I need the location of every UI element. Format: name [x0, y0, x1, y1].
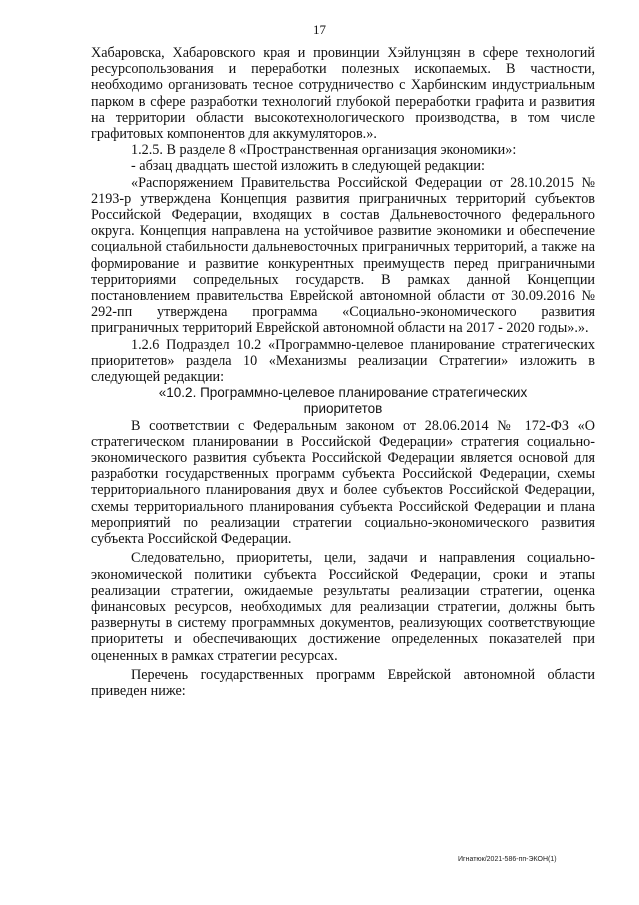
page-number: 17 — [313, 22, 326, 37]
paragraph-federal-law: В соответствии с Федеральным законом от 28.06.2014 № 172-ФЗ «О стратегическом планировании в Российской Федерации» стратегия социально-экономического развития субъекта Российской Федерации является основой для разработки государственных программ субъекта Российской Федерации, схемы территориального планирования двух и более субъектов Российской Федерации, схемы территориального планирования субъекта Российской Федерации и плана мероприятий по реализации стратегии социально-экономического развития субъекта Российской Федерации. — [91, 417, 595, 548]
subsection-heading: «10.2. Программно-целевое планирование стратегических приоритетов — [158, 385, 528, 417]
document-body — [91, 45, 595, 699]
paragraph-continuation: Хабаровска, Хабаровского края и провинции Хэйлунцзян в сфере технологий ресурсопользования и переработки полезных ископаемых. В частности, необходимо организовать тесное сотрудничество с Харбинским индустриальным парком в сфере разработки технологий глубокой переработки графита и развития на территории области высокотехнологического производства, в том числе графитовых компонентов для аккумуляторов.». — [91, 45, 595, 143]
paragraph-priorities: Следовательно, приоритеты, цели, задачи и направления социально-экономической политики субъекта Российской Федерации, сроки и этапы реализации стратегии, ожидаемые результаты реализации стратегии, оценка финансовых ресурсов, необходимых для реализации стратегии, должны быть развернуты в систему программных документов, реализующих соответствующие приоритеты и обеспечивающих достижение определенных показателей при оцененных в рамках стратегии ресурсах. — [91, 550, 595, 664]
footer-reference: Игнатюк/2021-586-пп-ЭКОН(1) — [458, 856, 557, 863]
paragraph-item-1-2-6: 1.2.6 Подраздел 10.2 «Программно-целевое планирование стратегических приоритетов» раздела 10 «Механизмы реализации Стратегии» изложить в следующей редакции: — [91, 336, 595, 386]
paragraph-programs-list: Перечень государственных программ Еврейской автономной области приведен ниже: — [91, 666, 595, 699]
paragraph-item-1-2-5: 1.2.5. В разделе 8 «Пространственная организация экономики»: — [131, 142, 517, 159]
paragraph-instruction: - абзац двадцать шестой изложить в следующей редакции: — [131, 158, 485, 175]
paragraph-quoted-concept: «Распоряжением Правительства Российской Федерации от 28.10.2015 № 2193-р утверждена Концепция развития приграничных территорий субъектов Российской Федерации, входящих в состав Дальневосточного федерального округа. Концепция направлена на устойчивое развитие экономики и обеспечение социальной стабильности дальневосточных приграничных территорий, а также на формирование и развитие конкурентных преимуществ перед приграничными территориями сопредельных государств. В рамках данной Концепции постановлением правительства Еврейской автономной области от 30.09.2016 № 292-пп утверждена программа «Социально-экономического развития приграничных территорий Еврейской автономной области на 2017 - 2020 годы».». — [91, 174, 595, 337]
